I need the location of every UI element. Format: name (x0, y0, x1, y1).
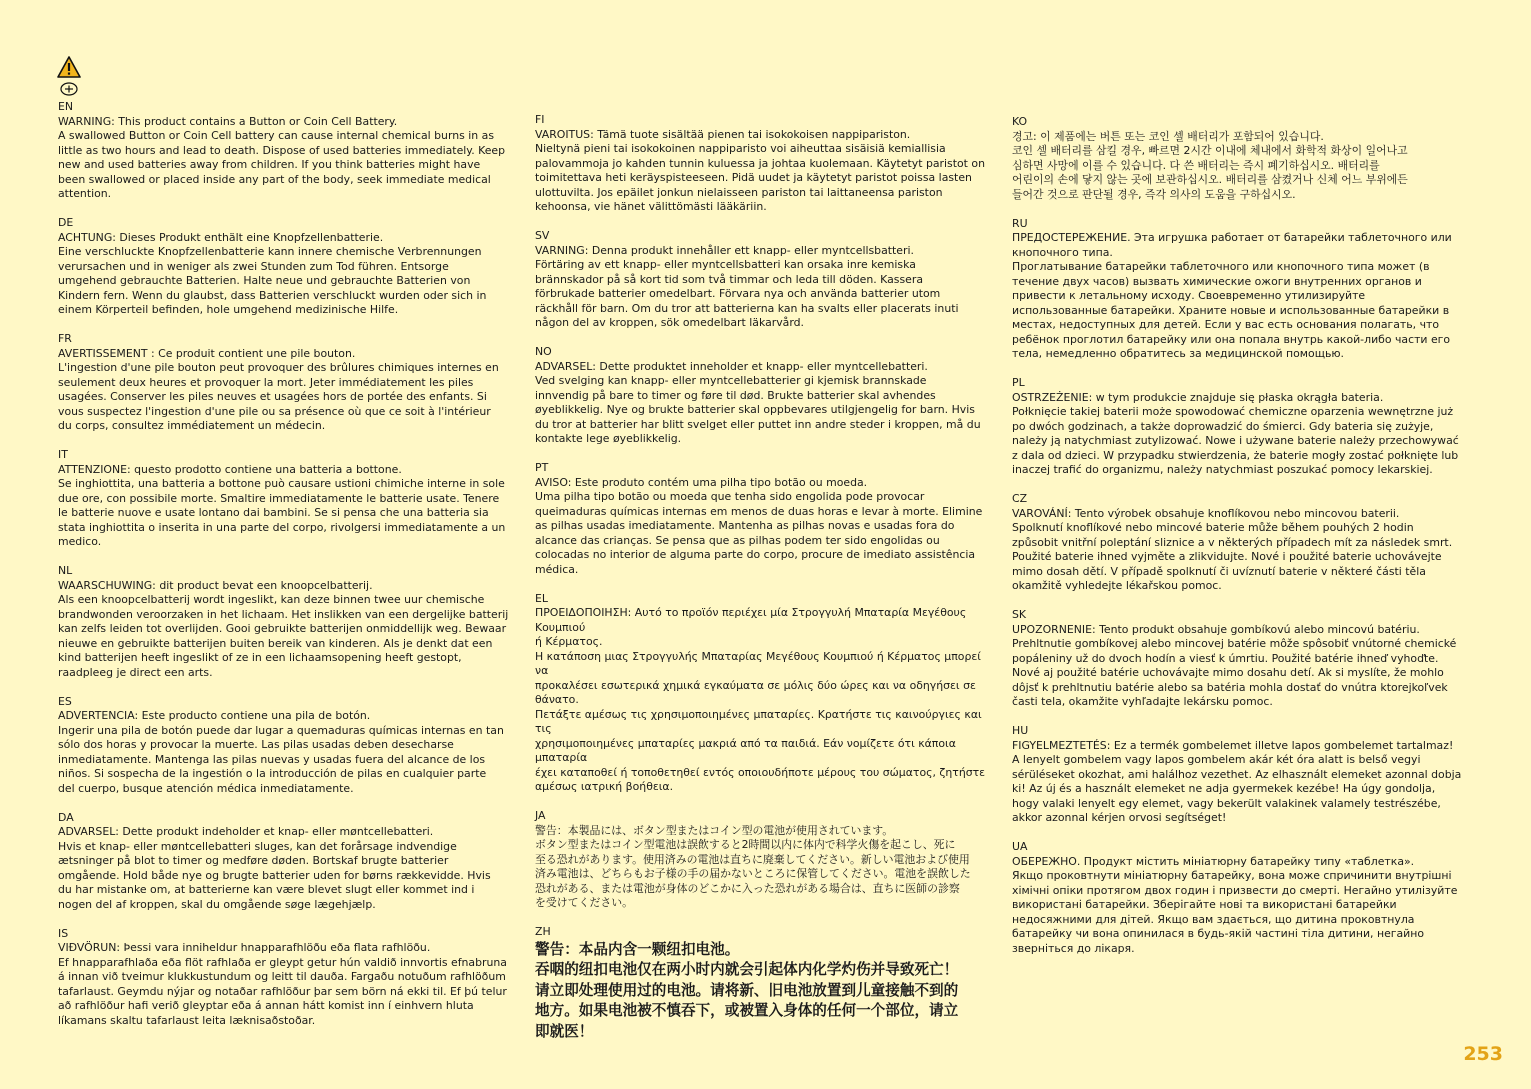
warning-body: Eine verschluckte Knopfzellenbatterie kann innere chemische Verbrennungen verursachen und in weniger als zwei Stunden zum Tod führen. Entsorge umgehend gebrauchte Batterien. Halte neue und gebrauchte Batterien von Kindern fern. Wenn du glaubst, dass Batterien verschluckt wurden oder sich in einem Körperteil befinden, hole umgehend medizinische Hilfe. (58, 245, 487, 316)
column-middle (535, 113, 991, 1057)
language-code: DE (58, 216, 74, 229)
warning-heading: 警告：本製品には、ボタン型またはコイン型の電池が使用されています。 (535, 823, 894, 837)
language-code: NO (535, 345, 552, 358)
warning-section-is (58, 927, 514, 1029)
warning-heading: WARNING: This product contains a Button or Coin Cell Battery. (58, 114, 398, 128)
language-code: IS (58, 926, 69, 940)
warning-body: Ved svelging kan knapp- eller myntcellebatterier gi kjemisk brannskade innvendig på bare to timer og føre til død. Brukte batterier skal avhendes øyeblikkelig. Nye og brukte batterier skal oppbevares utilgjengelig for barn. Hvis du tror at batterier har blitt svelget eller puttet inn andre steder i kroppen, må du kontakte lege øyeblikkelig. (535, 374, 981, 445)
warning-section-en (58, 100, 514, 202)
warning-section-ua (1012, 840, 1470, 956)
language-code: CZ (1012, 492, 1028, 505)
warning-section-da (58, 811, 514, 913)
warning-body: Uma pilha tipo botão ou moeda que tenha sido engolida pode provocar queimaduras químicas internas em menos de duas horas e levar à morte. Elimine as pilhas usadas imediatamente. Mantenha as pilhas novas e usadas fora do alcance das crianças. Se pensa que as pilhas podem ter sido engolidas ou colocadas no interior de alguma parte do corpo, procure de imediato assistência médica. (535, 490, 983, 576)
warning-section-it (58, 448, 514, 550)
warning-heading: ПРЕДОСТЕРЕЖЕНИЕ. Эта игрушка работает от батарейки таблеточного или кнопочного типа. (1012, 231, 1452, 259)
warning-heading: 경고: 이 제품에는 버튼 또는 코인 셀 배터리가 포함되어 있습니다. (1012, 129, 1324, 143)
warning-section-fr (58, 332, 514, 434)
warning-body: 코인 셀 배터리를 삼킬 경우, 빠르면 2시간 이내에 체내에서 화학적 화상이 일어나고 심하면 사망에 이를 수 있습니다. 다 쓴 배터리는 즉시 폐기하십시오. 배터리를 어린이의 손에 닿지 않는 곳에 보관하십시오. 배터리를 삼켰거나 신체 어느 부위에든 들어간 것으로 판단될 경우, 즉각 의사의 도움을 구하십시오. (1012, 144, 1408, 201)
warning-body: Якщо проковтнути мініатюрну батарейку, вона може спричинити внутрішні хімічні опіки протягом двох годин і призвести до смерті. Негайно утилізуйте використані батарейки. Зберігайте нові та використані батарейки недосяжними для дітей. Якщо вам здається, що дитина проковтнула батарейку чи вона опинилася в будь-якій частині тіла дитини, негайно зверніться до лікаря. (1012, 869, 1458, 955)
warning-body: 吞咽的纽扣电池仅在两小时内就会引起体内化学灼伤并导致死亡！ 请立即处理使用过的电池。请将新、旧电池放置到儿童接触不到的 地方。如果电池被不慎吞下，或被置入身体的任何一个部位，请立 即就医！ (535, 961, 959, 1040)
icon-group (57, 56, 81, 96)
warning-section-ru (1012, 217, 1470, 362)
warning-heading: ОБЕРЕЖНО. Продукт містить мініатюрну батарейку типу «таблетка». (1012, 854, 1415, 868)
warning-section-fi (535, 113, 991, 215)
column-right (1012, 115, 1470, 971)
warning-body: Połknięcie takiej baterii może spowodować chemiczne oparzenia wewnętrzne już po dwóch godzinach, a także doprowadzić do śmierci. Gdy bateria się zużyje, należy ją natychmiast zutylizować. Nowe i używane baterie należy przechowywać z dala od dzieci. W przypadku stwierdzenia, że baterie mogły zostać połknięte lub inaczej trafić do organizmu, należy natychmiast poszukać pomocy lekarskiej. (1012, 405, 1459, 476)
warning-section-ja (535, 809, 991, 911)
warning-heading: VIÐVÖRUN: Þessi vara inniheldur hnapparafhlöðu eða flata rafhlöðu. (58, 941, 431, 954)
warning-section-el (535, 592, 991, 795)
language-code: KO (1012, 115, 1028, 128)
warning-heading: ATTENZIONE: questo prodotto contiene una batteria a bottone. (58, 462, 402, 476)
warning-heading: WAARSCHUWING: dit product bevat een knoopcelbatterij. (58, 578, 373, 592)
warning-body: A lenyelt gombelem vagy lapos gombelem akár két óra alatt is belső vegyi sérüléseket okozhat, ami halálhoz vezethet. Az elhasznált elemeket azonnal dobja ki! Az új és a használt elemeket ne adja gyermekek kezébe! Ha úgy gondolja, hogy valaki lenyelt egy elemet, vagy bekerült valakinek valamely testrészébe, akkor azonnal kérjen orvosi segítséget! (1012, 753, 1462, 824)
page-number: 253 (1463, 1043, 1503, 1065)
language-code: ZH (535, 925, 551, 938)
warning-heading: ACHTUNG: Dieses Produkt enthält eine Knopfzellenbatterie. (58, 230, 384, 244)
warning-heading: FIGYELMEZTETÉS: Ez a termék gombelemet illetve lapos gombelemet tartalmaz! (1012, 738, 1454, 752)
warning-heading: VAROITUS: Tämä tuote sisältää pienen tai isokokoisen nappipariston. (535, 127, 911, 141)
language-code: FR (58, 332, 72, 345)
warning-body: Ingerir una pila de botón puede dar lugar a quemaduras químicas internas en tan sólo dos horas y provocar la muerte. Las pilas usadas deben desecharse inmediatamente. Mantenga las pilas nuevas y usadas fuera del alcance de los niños. Si sospecha de la ingestión o la introducción de pilas en cualquier parte del cuerpo, busque atención médica inmediatamente. (58, 723, 504, 795)
warning-body: Se inghiottita, una batteria a bottone può causare ustioni chimiche interne in sole due ore, con possibile morte. Smaltire immediatamente le batterie usate. Tenere le batterie nuove e usate lontano dai bambini. Se si pensa che una batteria sia stata inghiottita o inserita in una parte del corpo, rivolgersi immediatamente a un medico. (58, 477, 506, 548)
warning-heading: 警告：本品内含一颗纽扣电池。 (535, 940, 740, 958)
warning-section-no (535, 345, 991, 447)
warning-heading: ΠΡΟΕΙΔΟΠΟΙΗΣΗ: Αυτό το προϊόν περιέχει μία Στρογγυλή Μπαταρία Μεγέθους Κουμπιού ή Κέρματος. (535, 606, 967, 648)
warning-body: ボタン型またはコイン型電池は誤飲すると2時間以内に体内で科学火傷を起こし、死に 至る恐れがあります。使用済みの電池は直ちに廃棄してください。新しい電池および使用 済み電池は、どちらもお子様の手の届かないところに保管してください。電池を誤飲した 恐れがある、または電池が身体のどこかに入った恐れがある場合は、直ちに医師の診察 を受けてください。 (535, 838, 971, 909)
language-code: ES (58, 694, 72, 708)
language-code: PL (1012, 376, 1025, 389)
language-code: FI (535, 113, 545, 126)
warning-section-hu (1012, 724, 1470, 826)
warning-heading: AVISO: Este produto contém uma pilha tipo botão ou moeda. (535, 475, 868, 489)
language-code: NL (58, 564, 73, 577)
language-code: PT (535, 461, 549, 474)
warning-body: Spolknutí knoflíkové nebo mincové baterie může během pouhých 2 hodin způsobit vnitřní poleptání sliznice a v některých případech mít za následek smrt. Použité baterie ihned vyjměte a zlikvidujte. Nové i použité baterie uchovávejte mimo dosah dětí. V případě spolknutí či uvíznutí baterie v některé části těla okamžitě vyhledejte lékařskou pomoc. (1012, 521, 1453, 592)
warning-icon (57, 56, 81, 78)
warning-heading: ADVARSEL: Dette produktet inneholder et knapp- eller myntcellebatteri. (535, 359, 928, 373)
warning-body: A swallowed Button or Coin Cell battery can cause internal chemical burns in as little as two hours and lead to death. Dispose of used batteries immediately. Keep new and used batteries away from children. If you think batteries might have been swallowed or placed inside any part of the body, seek immediate medical attention. (58, 129, 506, 200)
language-code: EL (535, 591, 548, 605)
language-code: DA (58, 810, 74, 824)
warning-body: Nieltynä pieni tai isokokoinen nappiparisto voi aiheuttaa sisäisiä kemiallisia palovammoja jo kahden tunnin kuluessa ja johtaa kuolemaan. Käytetyt paristot on toimitettava heti keräyspisteeseen. Pidä uudet ja käytetyt paristot poissa lasten ulottuvilta. Jos epäilet jonkun nielaisseen pariston tai laittaneensa pariston kehoonsa, vie hänet välittömästi lääkäriin. (535, 142, 985, 213)
warning-section-de (58, 216, 514, 318)
language-code: IT (58, 448, 68, 461)
language-code: RU (1012, 216, 1028, 230)
warning-heading: AVERTISSEMENT : Ce produit contient une pile bouton. (58, 346, 356, 360)
warning-section-cz (1012, 492, 1470, 594)
warning-body: Als een knoopcelbatterij wordt ingeslikt, kan deze binnen twee uur chemische brandwonden veroorzaken in het lichaam. Het inslikken van een dergelijke batterij kan zelfs leiden tot overlijden. Gooi gebruikte batterijen onmiddellijk weg. Bewaar nieuwe en gebruikte batterijen buiten bereik van kinderen. Als je denkt dat een kind batterijen heeft ingeslikt of ze in een lichaamsopening heeft gestopt, raadpleeg je direct een arts. (58, 593, 509, 679)
warning-section-sk (1012, 608, 1470, 710)
language-code: JA (535, 809, 546, 822)
warning-body: Hvis et knap- eller møntcellebatteri sluges, kan det forårsage indvendige ætsninger på blot to timer og medføre døden. Bortskaf brugte batterier omgående. Hold både nye og brugte batterier uden for børns rækkevidde. Hvis du har mistanke om, at batterierne kan være blevet slugt eller kommet ind i nogen del af kroppen, skal du omgående søge lægehjælp. (58, 839, 491, 911)
warning-section-nl (58, 564, 514, 680)
warning-section-pt (535, 461, 991, 577)
warning-body: Ef hnapparafhlaða eða flöt rafhlaða er gleypt getur hún valdið innvortis efnabruna á innan við tveimur klukkustundum og leitt til dauða. Fargaðu notuðum rafhlöðum tafarlaust. Geymdu nýjar og notaðar rafhlöður þar sem börn ná ekki til. Ef þú telur að rafhlöður hafi verið gleyptar eða á annan hátt komist inn í einhvern hluta líkamans skaltu tafarlaust leita læknisaðstoðar. (58, 955, 507, 1027)
warning-heading: UPOZORNENIE: Tento produkt obsahuje gombíkovú alebo mincovú batériu. (1012, 622, 1420, 636)
warning-heading: ADVERTENCIA: Este producto contiene una pila de botón. (58, 709, 371, 722)
language-code: SK (1012, 608, 1027, 621)
warning-heading: ADVARSEL: Dette produkt indeholder et knap- eller møntcellebatteri. (58, 825, 434, 838)
column-left (58, 100, 514, 1043)
language-code: EN (58, 100, 74, 113)
language-code: UA (1012, 840, 1028, 853)
language-code: HU (1012, 724, 1029, 737)
warning-heading: OSTRZEŻENIE: w tym produkcie znajduje się płaska okrągła bateria. (1012, 390, 1384, 404)
warning-body: Prehltnutie gombíkovej alebo mincovej batérie môže spôsobiť vnútorné chemické popáleniny už do dvoch hodín a viesť k úmrtiu. Použité batérie ihneď vyhoďte. Nové aj použité batérie uchovávajte mimo dosahu detí. Ak si myslíte, že mohlo dôjsť k prehltnutiu batérie alebo sa batéria mohla dostať do vnútra ktorejkoľvek časti tela, okamžite vyhľadajte lekársku pomoc. (1012, 637, 1457, 708)
warning-section-sv (535, 229, 991, 331)
warning-heading: VAROVÁNÍ: Tento výrobek obsahuje knoflíkovou nebo mincovou baterii. (1012, 506, 1400, 520)
warning-section-zh (535, 925, 991, 1042)
warning-body: Förtäring av ett knapp- eller myntcellsbatteri kan orsaka inre kemiska brännskador på så kort tid som två timmar och leda till döden. Kassera förbrukade batterier omedelbart. Förvara nya och använda batterier utom räckhåll för barn. Om du tror att batterierna kan ha svalts eller placerats inuti någon del av kroppen, sök omedelbart läkarvård. (535, 258, 959, 329)
warning-heading: VARNING: Denna produkt innehåller ett knapp- eller myntcellsbatteri. (535, 243, 914, 257)
warning-body: Η κατάποση μιας Στρογγυλής Μπαταρίας Μεγέθους Κουμπιού ή Κέρματος μπορεί να προκαλέσει εσωτερικά χημικά εγκαύματα σε μόλις δύο ώρες και να οδηγήσει σε θάνατο. Πετάξτε αμέσως τις χρησιμοποιημένες μπαταρίες. Κρατήστε τις καινούργιες και τις χρησιμοποιημένες μπαταρίες μακριά από τα παιδιά. Εάν νομίζετε ότι κάποια μπαταρία έχει καταποθεί ή τοποθετηθεί εντός οποιουδήποτε μέρους του σώματος, ζητήστε αμέσως ιατρική βοήθεια. (535, 649, 986, 793)
warning-section-ko (1012, 115, 1470, 202)
warning-body: L'ingestion d'une pile bouton peut provoquer des brûlures chimiques internes en seulement deux heures et provoquer la mort. Jeter immédiatement les piles usagées. Conserver les piles neuves et usagées hors de portée des enfants. Si vous suspectez l'ingestion d'une pile ou sa présence où que ce soit à l'intérieur du corps, consultez immédiatement un médecin. (58, 361, 499, 432)
coin-battery-icon (60, 82, 78, 96)
warning-section-es (58, 695, 514, 797)
language-code: SV (535, 229, 550, 242)
warning-section-pl (1012, 376, 1470, 478)
warning-body: Проглатывание батарейки таблеточного или кнопочного типа может (в течение двух часов) вызвать химические ожоги внутренних органов и привести к летальному исходу. Своевременно утилизируйте использованные батарейки. Храните новые и использованные батарейки в местах, недоступных для детей. Если у вас есть основания полагать, что ребёнок проглотил батарейку или она попала внутрь какой-либо части его тела, немедленно обратитесь за медицинской помощью. (1012, 260, 1451, 360)
